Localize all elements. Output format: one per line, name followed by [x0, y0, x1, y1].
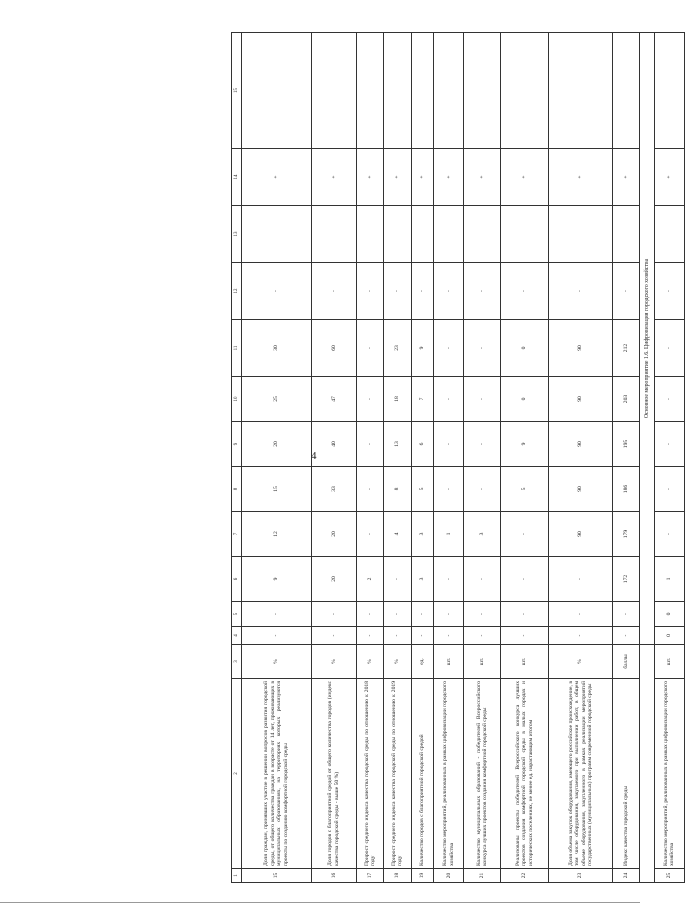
- value-cell: -: [549, 263, 613, 320]
- value-cell: +: [464, 149, 500, 206]
- table-row: [500, 33, 548, 883]
- row-number: 20: [434, 869, 464, 883]
- value-cell: 212: [612, 320, 639, 377]
- page-bottom-rule: [0, 902, 640, 903]
- value-cell: -: [434, 263, 464, 320]
- column-number: 14: [232, 149, 242, 206]
- value-cell: +: [612, 149, 639, 206]
- unit-cell: %: [384, 645, 411, 679]
- value-cell: 18: [384, 377, 411, 422]
- unit-cell: %: [357, 645, 384, 679]
- unit-cell: шт.: [654, 645, 684, 679]
- value-cell: -: [654, 320, 684, 377]
- value-cell: 9: [500, 422, 548, 467]
- value-cell: -: [434, 602, 464, 627]
- value-cell: -: [464, 422, 500, 467]
- value-cell: -: [612, 627, 639, 645]
- value-cell: [500, 33, 548, 149]
- value-cell: [549, 33, 613, 149]
- unit-cell: шт.: [500, 645, 548, 679]
- unit-cell: баллы: [612, 645, 639, 679]
- value-cell: -: [549, 557, 613, 602]
- column-number: 2: [232, 679, 242, 869]
- value-cell: -: [384, 557, 411, 602]
- column-number: 8: [232, 467, 242, 512]
- value-cell: -: [434, 557, 464, 602]
- unit-cell: шт.: [464, 645, 500, 679]
- row-number: 18: [384, 869, 411, 883]
- value-cell: +: [384, 149, 411, 206]
- table-row: [464, 33, 500, 883]
- page-number: 4: [311, 450, 317, 462]
- value-cell: 20: [311, 557, 356, 602]
- value-cell: [500, 206, 548, 263]
- column-number: 7: [232, 512, 242, 557]
- value-cell: -: [357, 320, 384, 377]
- value-cell: [311, 206, 356, 263]
- value-cell: 5: [500, 467, 548, 512]
- value-cell: 33: [311, 467, 356, 512]
- column-number: 1: [232, 869, 242, 883]
- value-cell: 4: [384, 512, 411, 557]
- value-cell: -: [500, 627, 548, 645]
- value-cell: +: [311, 149, 356, 206]
- column-number: 6: [232, 557, 242, 602]
- value-cell: -: [464, 263, 500, 320]
- value-cell: [357, 33, 384, 149]
- row-number: 22: [500, 869, 548, 883]
- row-number: 24: [612, 869, 639, 883]
- value-cell: +: [434, 149, 464, 206]
- value-cell: [357, 206, 384, 263]
- value-cell: -: [357, 422, 384, 467]
- table-row: [549, 33, 613, 883]
- value-cell: -: [654, 263, 684, 320]
- section-spacer: [640, 645, 655, 883]
- column-number: 4: [232, 627, 242, 645]
- value-cell: 0: [500, 377, 548, 422]
- value-cell: -: [500, 557, 548, 602]
- value-cell: [654, 33, 684, 149]
- value-cell: -: [384, 602, 411, 627]
- value-cell: 90: [549, 320, 613, 377]
- value-cell: [384, 33, 411, 149]
- value-cell: -: [654, 422, 684, 467]
- unit-cell: %: [311, 645, 356, 679]
- table-row: [242, 33, 312, 883]
- value-cell: -: [434, 422, 464, 467]
- value-cell: 195: [612, 422, 639, 467]
- value-cell: 3: [464, 512, 500, 557]
- value-cell: -: [311, 627, 356, 645]
- row-number: 23: [549, 869, 613, 883]
- value-cell: 60: [311, 320, 356, 377]
- section-title: Основное мероприятие 1.6. Цифровизация городского хозяйства: [640, 33, 655, 645]
- value-cell: 3: [411, 512, 434, 557]
- value-cell: 0: [500, 320, 548, 377]
- indicator-name: Прирост среднего индекса качества городской среды по отношению к 2019 году: [384, 679, 411, 869]
- value-cell: 90: [549, 467, 613, 512]
- value-cell: -: [654, 377, 684, 422]
- value-cell: -: [464, 467, 500, 512]
- value-cell: 12: [242, 512, 312, 557]
- value-cell: -: [464, 627, 500, 645]
- value-cell: -: [464, 320, 500, 377]
- table-row: [434, 33, 464, 883]
- value-cell: 40: [311, 422, 356, 467]
- value-cell: 23: [384, 320, 411, 377]
- unit-cell: %: [549, 645, 613, 679]
- column-number-row: [232, 33, 242, 883]
- value-cell: 9: [411, 320, 434, 377]
- table-container: [231, 33, 685, 883]
- value-cell: -: [357, 263, 384, 320]
- value-cell: -: [357, 602, 384, 627]
- table-row: [411, 33, 434, 883]
- value-cell: 20: [242, 422, 312, 467]
- value-cell: [311, 33, 356, 149]
- value-cell: +: [654, 149, 684, 206]
- indicator-name: Количество городов с благоприятной городской средой: [411, 679, 434, 869]
- indicators-table: [231, 32, 685, 883]
- value-cell: [384, 206, 411, 263]
- value-cell: -: [654, 512, 684, 557]
- value-cell: +: [549, 149, 613, 206]
- value-cell: -: [500, 263, 548, 320]
- value-cell: -: [434, 627, 464, 645]
- indicator-name: Индекс качества городской среды: [612, 679, 639, 869]
- value-cell: -: [549, 602, 613, 627]
- value-cell: 1: [654, 557, 684, 602]
- value-cell: -: [549, 627, 613, 645]
- value-cell: -: [357, 467, 384, 512]
- value-cell: -: [500, 602, 548, 627]
- value-cell: -: [612, 602, 639, 627]
- value-cell: 15: [242, 467, 312, 512]
- value-cell: 186: [612, 467, 639, 512]
- indicator-name: Количество мероприятий, реализованных в рамках цифровизации городского хозяйства: [654, 679, 684, 869]
- value-cell: -: [311, 602, 356, 627]
- value-cell: -: [242, 263, 312, 320]
- row-number: 16: [311, 869, 356, 883]
- value-cell: [549, 206, 613, 263]
- row-number: 17: [357, 869, 384, 883]
- column-number: 5: [232, 602, 242, 627]
- value-cell: 20: [311, 512, 356, 557]
- value-cell: -: [357, 377, 384, 422]
- value-cell: 0: [654, 602, 684, 627]
- value-cell: 47: [311, 377, 356, 422]
- value-cell: 3: [411, 557, 434, 602]
- column-number: 13: [232, 206, 242, 263]
- value-cell: -: [434, 467, 464, 512]
- value-cell: 90: [549, 377, 613, 422]
- value-cell: -: [311, 263, 356, 320]
- column-number: 10: [232, 377, 242, 422]
- value-cell: [434, 206, 464, 263]
- value-cell: 179: [612, 512, 639, 557]
- value-cell: 203: [612, 377, 639, 422]
- value-cell: -: [612, 263, 639, 320]
- value-cell: [411, 206, 434, 263]
- indicator-name: Количество мероприятий, реализованных в рамках цифровизации городского хозяйства: [434, 679, 464, 869]
- section-row: [640, 33, 655, 883]
- value-cell: 6: [411, 422, 434, 467]
- value-cell: 2: [357, 557, 384, 602]
- value-cell: -: [434, 320, 464, 377]
- value-cell: 172: [612, 557, 639, 602]
- value-cell: -: [411, 627, 434, 645]
- value-cell: [242, 206, 312, 263]
- indicator-name: Доля граждан, принявших участие в решении вопросов развития городской среды, от общего количества граждан в возрасте от 14 лет, проживающих в муниципальных образованиях, на территориях которых реализуются проекты по созданию комфортной городской среды: [242, 679, 312, 869]
- value-cell: 7: [411, 377, 434, 422]
- value-cell: [612, 206, 639, 263]
- value-cell: -: [357, 627, 384, 645]
- value-cell: -: [384, 627, 411, 645]
- value-cell: 90: [549, 422, 613, 467]
- row-number: 25: [654, 869, 684, 883]
- row-number: 21: [464, 869, 500, 883]
- value-cell: -: [357, 512, 384, 557]
- value-cell: +: [242, 149, 312, 206]
- column-number: 9: [232, 422, 242, 467]
- column-number: 11: [232, 320, 242, 377]
- value-cell: +: [411, 149, 434, 206]
- indicator-name: Прирост среднего индекса качества городской среды по отношению к 2018 году: [357, 679, 384, 869]
- value-cell: 9: [242, 557, 312, 602]
- value-cell: -: [464, 557, 500, 602]
- value-cell: 0: [654, 627, 684, 645]
- value-cell: -: [464, 602, 500, 627]
- unit-cell: %: [242, 645, 312, 679]
- value-cell: -: [411, 263, 434, 320]
- indicator-name: Количество муниципальных образований - победителей Всероссийского конкурса лучших проектов создания комфортной городской среды: [464, 679, 500, 869]
- value-cell: 25: [242, 377, 312, 422]
- value-cell: [242, 33, 312, 149]
- table-row: [311, 33, 356, 883]
- table-row: [612, 33, 639, 883]
- value-cell: 13: [384, 422, 411, 467]
- value-cell: [612, 33, 639, 149]
- value-cell: -: [464, 377, 500, 422]
- value-cell: 5: [411, 467, 434, 512]
- value-cell: -: [500, 512, 548, 557]
- value-cell: [434, 33, 464, 149]
- unit-cell: шт.: [434, 645, 464, 679]
- indicator-name: Доля городов с благоприятной средой от общего количества городов (индекс качества городской среды - выше 50 %): [311, 679, 356, 869]
- value-cell: [464, 206, 500, 263]
- row-number: 15: [242, 869, 312, 883]
- column-number: 12: [232, 263, 242, 320]
- value-cell: [464, 33, 500, 149]
- value-cell: -: [384, 263, 411, 320]
- unit-cell: ед.: [411, 645, 434, 679]
- value-cell: [411, 33, 434, 149]
- value-cell: 90: [549, 512, 613, 557]
- column-number: 15: [232, 33, 242, 149]
- indicator-name: Доля объема закупок оборудования, имеющего российское происхождение, в том числе оборудования, закупаемого при выполнении работ, в общем объеме оборудования, закупленного в рамках реализации мероприятий государственных (муниципальных) программ современной городской среды: [549, 679, 613, 869]
- value-cell: -: [434, 377, 464, 422]
- value-cell: 1: [434, 512, 464, 557]
- value-cell: [654, 206, 684, 263]
- row-number: 19: [411, 869, 434, 883]
- value-cell: 30: [242, 320, 312, 377]
- value-cell: +: [357, 149, 384, 206]
- value-cell: -: [654, 467, 684, 512]
- value-cell: -: [242, 627, 312, 645]
- column-number: 3: [232, 645, 242, 679]
- table-row: [384, 33, 411, 883]
- indicator-name: Реализованы проекты победителей Всероссийского конкурса лучших проектов создания комфортной городской среды в малых городах и исторических поселениях, не менее ед. нарастающим итогом: [500, 679, 548, 869]
- table-row: [357, 33, 384, 883]
- value-cell: -: [411, 602, 434, 627]
- value-cell: 8: [384, 467, 411, 512]
- value-cell: +: [500, 149, 548, 206]
- table-row: [654, 33, 684, 883]
- value-cell: -: [242, 602, 312, 627]
